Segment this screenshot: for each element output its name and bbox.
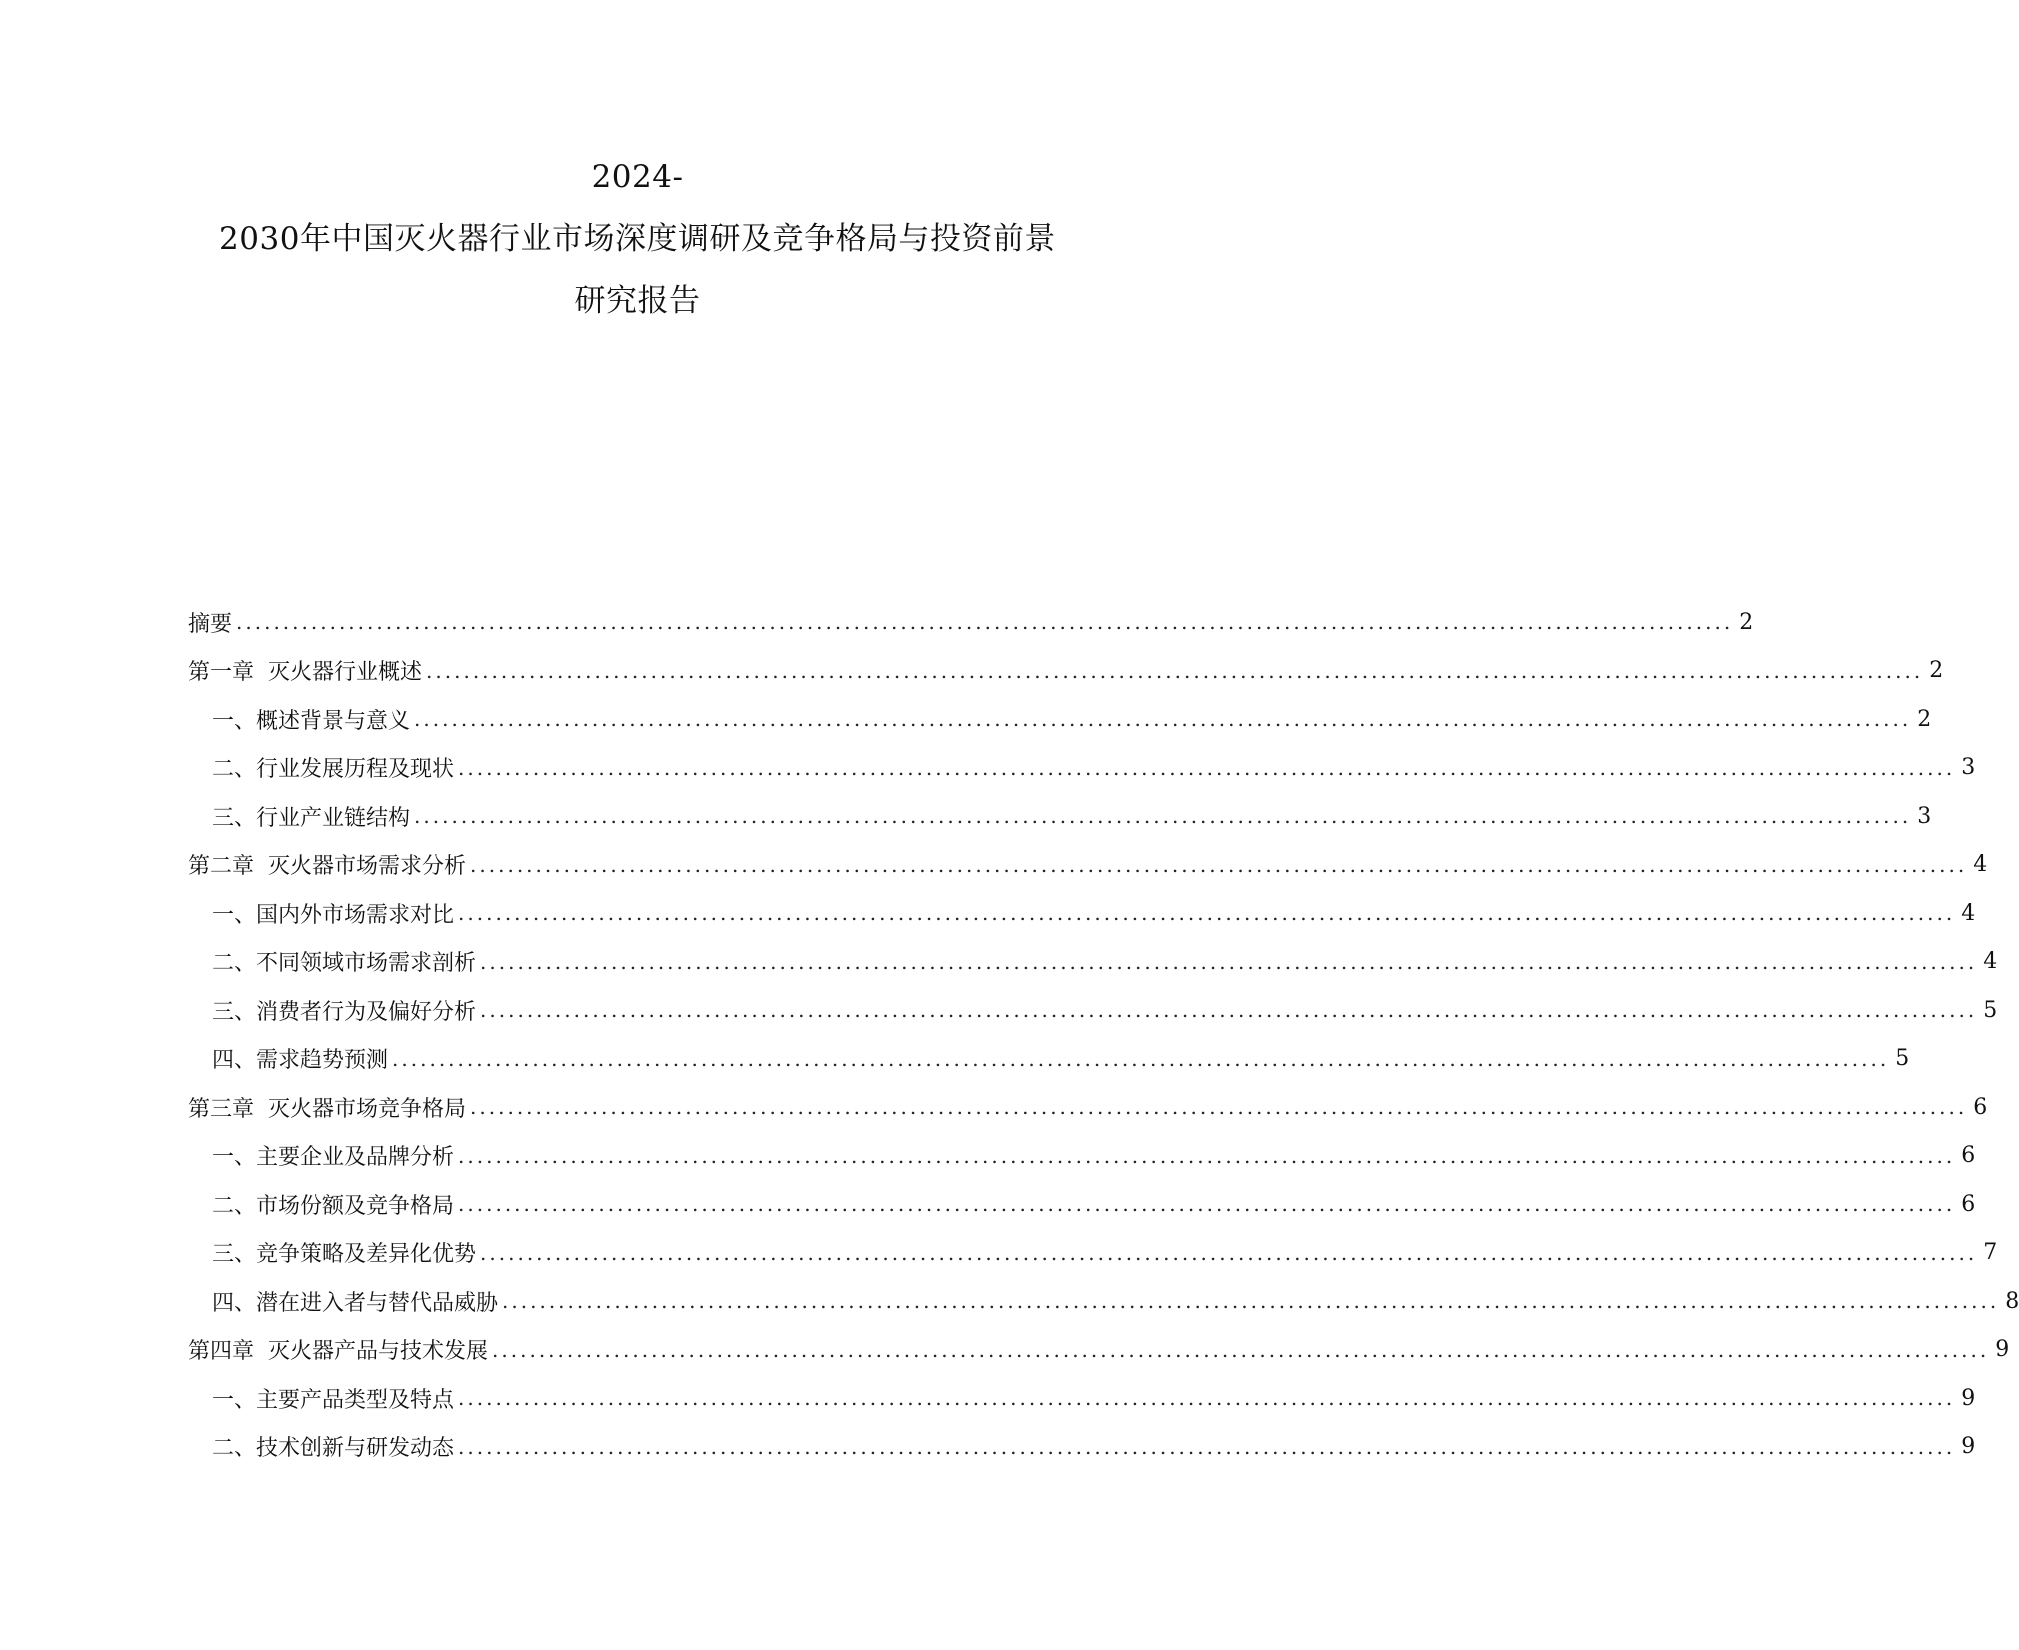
toc-entry[interactable] [188, 1132, 1976, 1181]
toc-page-number: 2 [1739, 609, 1754, 635]
toc-entry-number: 第二章 [188, 854, 255, 880]
toc-entry[interactable] [188, 598, 1754, 647]
toc-entry[interactable] [188, 647, 1944, 696]
toc-dot-leader: ................................................................................................................................................................ [458, 1386, 1956, 1411]
toc-page-number: 5 [1983, 997, 1998, 1023]
toc-entry-number: 四、 [212, 1048, 257, 1074]
toc-page-number: 4 [1973, 852, 1988, 878]
toc-entry-title: 潜在进入者与替代品威胁 [256, 1290, 499, 1316]
toc-entry-title: 灭火器行业概述 [268, 660, 423, 686]
toc-dot-leader: ................................................................................................................................................................ [426, 658, 1924, 683]
toc-page-number: 6 [1973, 1094, 1988, 1120]
toc-entry[interactable] [188, 841, 1988, 890]
toc-page-number: 9 [1995, 1337, 2010, 1363]
toc-entry-number: 第一章 [188, 660, 255, 686]
toc-entry-number: 二、 [212, 757, 257, 783]
toc-entry-number: 一、 [212, 902, 257, 928]
toc-entry[interactable] [188, 986, 1998, 1035]
toc-dot-leader: ................................................................................................................................................................ [458, 901, 1956, 926]
toc-entry-number: 一、 [212, 1145, 257, 1171]
toc-page-number: 6 [1961, 1191, 1976, 1217]
toc-entry-number: 二、 [212, 1436, 257, 1462]
title-line-3: 研究报告 [574, 283, 701, 319]
toc-dot-leader: ................................................................................................................................................................ [492, 1337, 1990, 1362]
toc-dot-leader: ................................................................................................................................................................ [502, 1289, 2000, 1314]
toc-page-number: 9 [1961, 1385, 1976, 1411]
toc-entry[interactable] [188, 1083, 1988, 1132]
toc-entry[interactable] [188, 1035, 1910, 1084]
toc-dot-leader: ................................................................................................................................................................ [458, 1192, 1956, 1217]
toc-page-number: 2 [1929, 658, 1944, 684]
toc-entry[interactable] [188, 938, 1998, 987]
toc-entry-title: 主要企业及品牌分析 [256, 1145, 455, 1171]
toc-entry-title: 需求趋势预测 [256, 1048, 389, 1074]
toc-page-number: 5 [1895, 1046, 1910, 1072]
toc-page-number: 3 [1917, 803, 1932, 829]
toc-entry[interactable] [188, 1277, 2019, 1326]
toc-entry[interactable] [188, 1374, 1976, 1423]
table-of-contents [188, 598, 2019, 1471]
toc-page-number: 7 [1983, 1240, 1998, 1266]
toc-dot-leader: ................................................................................................................................................................ [236, 610, 1734, 635]
title-line-1: 2024- [591, 159, 684, 195]
toc-dot-leader: ................................................................................................................................................................ [458, 1143, 1956, 1168]
toc-entry-title: 市场份额及竞争格局 [256, 1193, 455, 1219]
toc-dot-leader: ................................................................................................................................................................ [414, 804, 1912, 829]
toc-entry[interactable] [188, 1229, 1998, 1278]
toc-page-number: 8 [2005, 1288, 2019, 1314]
toc-dot-leader: ................................................................................................................................................................ [480, 1240, 1978, 1265]
toc-entry-title: 概述背景与意义 [256, 708, 411, 734]
toc-entry-number: 三、 [212, 1242, 257, 1268]
toc-dot-leader: ................................................................................................................................................................ [392, 1046, 1890, 1071]
toc-entry[interactable] [188, 792, 1932, 841]
toc-entry[interactable] [188, 744, 1976, 793]
toc-entry-title: 消费者行为及偏好分析 [256, 999, 477, 1025]
toc-dot-leader: ................................................................................................................................................................ [470, 852, 1968, 877]
toc-entry-title: 行业产业链结构 [256, 805, 411, 831]
toc-entry-number: 四、 [212, 1290, 257, 1316]
toc-entry-title: 不同领域市场需求剖析 [256, 951, 477, 977]
toc-dot-leader: ................................................................................................................................................................ [480, 949, 1978, 974]
toc-entry-number: 三、 [212, 999, 257, 1025]
toc-entry[interactable] [188, 1326, 2010, 1375]
toc-entry-title: 摘要 [188, 611, 233, 637]
toc-page-number: 9 [1961, 1434, 1976, 1460]
toc-entry-title: 灭火器产品与技术发展 [268, 1339, 489, 1365]
toc-entry-title: 行业发展历程及现状 [256, 757, 455, 783]
toc-entry-title: 国内外市场需求对比 [256, 902, 455, 928]
title-line-2: 2030年中国灭火器行业市场深度调研及竞争格局与投资前景 [219, 221, 1056, 257]
toc-entry[interactable] [188, 1423, 1976, 1472]
toc-dot-leader: ................................................................................................................................................................ [458, 755, 1956, 780]
toc-entry-number: 二、 [212, 951, 257, 977]
toc-page-number: 4 [1983, 949, 1998, 975]
toc-entry-number: 第四章 [188, 1339, 255, 1365]
toc-page-number: 6 [1961, 1143, 1976, 1169]
toc-entry-title: 竞争策略及差异化优势 [256, 1242, 477, 1268]
toc-entry[interactable] [188, 1180, 1976, 1229]
toc-dot-leader: ................................................................................................................................................................ [470, 1095, 1968, 1120]
toc-entry-number: 一、 [212, 1387, 257, 1413]
toc-entry-number: 一、 [212, 708, 257, 734]
toc-entry-number: 三、 [212, 805, 257, 831]
toc-page-number: 4 [1961, 900, 1976, 926]
toc-dot-leader: ................................................................................................................................................................ [458, 1434, 1956, 1459]
toc-entry[interactable] [188, 695, 1932, 744]
document-title [0, 146, 1275, 332]
toc-entry-title: 主要产品类型及特点 [256, 1387, 455, 1413]
toc-entry-number: 第三章 [188, 1096, 255, 1122]
toc-page-number: 3 [1961, 755, 1976, 781]
toc-entry-number: 二、 [212, 1193, 257, 1219]
toc-entry[interactable] [188, 889, 1976, 938]
toc-entry-title: 技术创新与研发动态 [256, 1436, 455, 1462]
toc-entry-title: 灭火器市场竞争格局 [268, 1096, 467, 1122]
toc-entry-title: 灭火器市场需求分析 [268, 854, 467, 880]
toc-page-number: 2 [1917, 706, 1932, 732]
toc-dot-leader: ................................................................................................................................................................ [480, 998, 1978, 1023]
toc-dot-leader: ................................................................................................................................................................ [414, 707, 1912, 732]
